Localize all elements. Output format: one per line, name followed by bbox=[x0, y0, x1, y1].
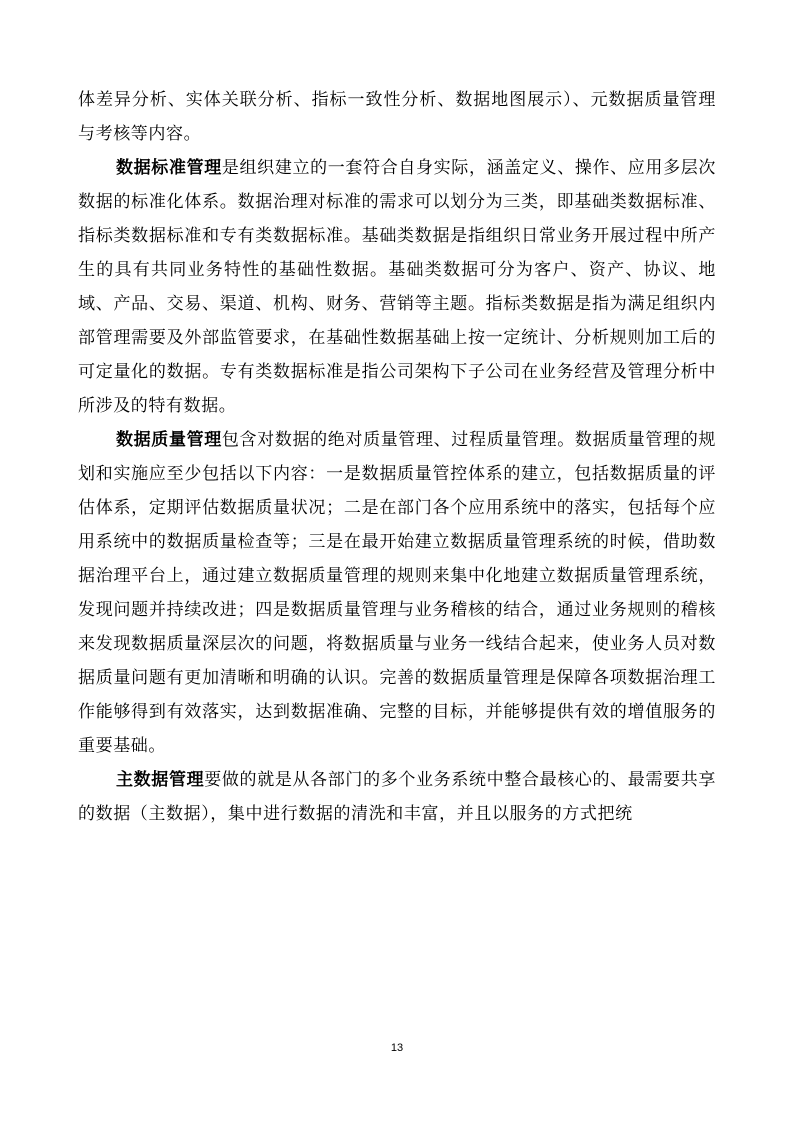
paragraph-data-standard-management bbox=[78, 151, 716, 423]
page-number: 13 bbox=[390, 1042, 404, 1054]
body-text bbox=[78, 83, 716, 831]
paragraph-lead-term: 主数据管理 bbox=[116, 770, 205, 790]
paragraph-data-quality-management bbox=[78, 423, 716, 763]
paragraph-continuation bbox=[78, 83, 716, 151]
paragraph-text: 体差异分析、实体关联分析、指标一致性分析、数据地图展示）、元数据质量管理与考核等内容。 bbox=[78, 90, 716, 144]
paragraph-text: 包含对数据的绝对质量管理、过程质量管理。数据质量管理的规划和实施应至少包括以下内容：一是数据质量管控体系的建立，包括数据质量的评估体系，定期评估数据质量状况；二是在部门各个应用系统中的落实，包括每个应用系统中的数据质量检查等；三是在最开始建立数据质量管理系统的时候，借助数据治理平台上，通过建立数据质量管理的规则来集中化地建立数据质量管理系统，发现问题并持续改进；四是数据质量管理与业务稽核的结合，通过业务规则的稽核来发现数据质量深层次的问题，将数据质量与业务一线结合起来，使业务人员对数据质量问题有更加清晰和明确的认识。完善的数据质量管理是保障各项数据治理工作能够得到有效落实，达到数据准确、完整的目标，并能够提供有效的增值服务的重要基础。 bbox=[78, 430, 716, 756]
paragraph-lead-term: 数据质量管理 bbox=[116, 430, 222, 450]
paragraph-text: 要做的就是从各部门的多个业务系统中整合最核心的、最需要共享的数据（主数据），集中进行数据的清洗和丰富，并且以服务的方式把统 bbox=[78, 770, 717, 824]
paragraph-master-data-management bbox=[78, 763, 716, 831]
paragraph-lead-term: 数据标准管理 bbox=[116, 158, 222, 178]
paragraph-text: 是组织建立的一套符合自身实际，涵盖定义、操作、应用多层次数据的标准化体系。数据治理对标准的需求可以划分为三类，即基础类数据标准、指标类数据标准和专有类数据标准。基础类数据是指组织日常业务开展过程中所产生的具有共同业务特性的基础性数据。基础类数据可分为客户、资产、协议、地域、产品、交易、渠道、机构、财务、营销等主题。指标类数据是指为满足组织内部管理需要及外部监管要求，在基础性数据基础上按一定统计、分析规则加工后的可定量化的数据。专有类数据标准是指公司架构下子公司在业务经营及管理分析中所涉及的特有数据。 bbox=[78, 158, 716, 416]
